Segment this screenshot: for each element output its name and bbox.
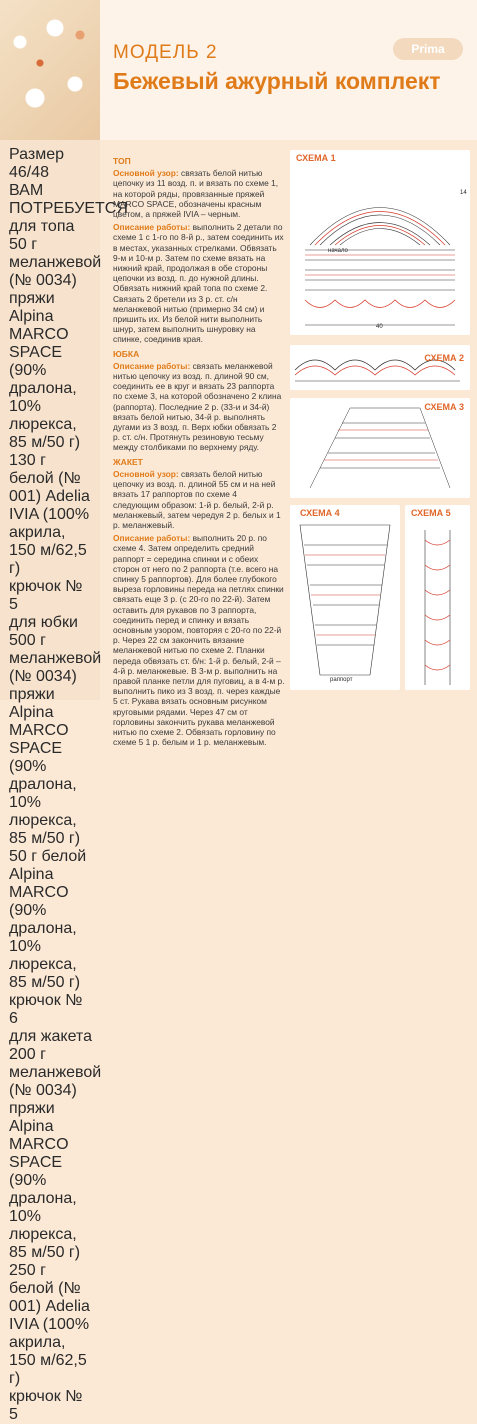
magazine-logo: Prima (393, 38, 463, 60)
size-label: Размер (9, 146, 64, 163)
work-label: Описание работы: (113, 533, 191, 544)
need-label: ВАМ ПОТРЕБУЕТСЯ (9, 182, 128, 217)
scheme-2-drawing (290, 345, 470, 390)
paragraph (113, 222, 285, 344)
skirt-heading: ЮБКА (113, 348, 140, 359)
list-item: 50 г меланжевой (№ 0034) пряжи Alpina MARCO SPACE (90% дралона, 10% люрекса, 85 м/50 г) (9, 236, 102, 451)
scheme-5 (405, 505, 470, 690)
instructions-text (113, 152, 285, 750)
list-item: 50 г белой Alpina MARCO (90% дралона, 10% люрекса, 85 м/50 г) (9, 848, 87, 991)
scheme-3-label: СХЕМА 3 (424, 402, 464, 412)
scheme-1-label: СХЕМА 1 (296, 153, 336, 163)
jacket-label: для жакета (9, 1028, 92, 1045)
paragraph-text: связать меланжевой нитью цепочку из возд. п. длиной 90 см, соединить ее в круг и вязать 23 раппорта по схеме 3, на которой обозначено 2 клина (раппорта). Последние 2 р. (33-и и 34-й) вязать белой нитью, 34-й р. выполнять дугами из 3 возд. п. Верх юбки обвязать 2 р. ст. с/н. Протянуть резиновую тесьму между столбиками по верхнему ряду. (113, 360, 282, 453)
scheme-4 (290, 505, 400, 690)
list-item: 200 г меланжевой (№ 0034) пряжи Alpina MARCO SPACE (90% дралона, 10% люрекса, 85 м/50 г) (9, 1046, 102, 1261)
scheme-5-drawing (405, 505, 470, 690)
work-label: Описание работы: (113, 360, 191, 371)
paragraph (113, 361, 285, 453)
work-label: Описание работы: (113, 222, 191, 233)
list-item: крючок № 5 (9, 578, 83, 613)
list-item: 130 г белой (№ 001) Adelia IVIA (100% акрила, 150 м/62,5 г) (9, 452, 90, 577)
size-value: 46/48 (9, 164, 50, 181)
jacket-heading: ЖАКЕТ (113, 456, 143, 467)
skirt-label: для юбки (9, 614, 78, 631)
page-title: Бежевый ажурный комплект (113, 68, 441, 94)
top-heading: ТОП (113, 156, 131, 166)
height-label: 14 (460, 190, 467, 196)
scheme-4-drawing (290, 505, 400, 690)
scheme-3 (290, 398, 470, 498)
width-label: 40 (376, 324, 383, 330)
start-label: начало (328, 248, 348, 254)
list-item: крючок № 6 (9, 992, 83, 1027)
pattern-label: Основной узор: (113, 168, 179, 179)
list-item: 250 г белой (№ 001) Adelia IVIA (100% акрила, 150 м/62,5 г) (9, 1262, 90, 1387)
scheme-3-drawing (290, 398, 470, 498)
top-label: для топа (9, 218, 75, 235)
scheme-1 (290, 150, 470, 335)
paragraph-text: связать белой нитью цепочку из 11 возд. п. и вязать по схеме 1, на которой ряды, провязанные пряжей MARCO SPACE, обозначены красным цветом, а пряжей IVIA – черным. (113, 168, 279, 220)
scheme-2 (290, 345, 470, 390)
scheme-4-label: СХЕМА 4 (300, 508, 340, 518)
pattern-label: Основной узор: (113, 468, 179, 479)
list-item: крючок № 5 (9, 1388, 83, 1423)
paragraph-text: связать белой нитью цепочку из возд. п. длиной 55 см и на ней вязать 17 раппортов по схеме 4 следующим образом: 1-й р. белый, 2-й р. меланжевый, затем чередуя 2 р. белых и 1 р. меланжевый. (113, 468, 281, 530)
paragraph (113, 168, 285, 219)
paragraph-text: выполнить 2 детали по схеме 1 с 1-го по 8-й р., затем соединить их в местах, указанных стрелками. Обвязать 9-м и 10-м р. Затем по схеме вязать на нижний край, продолжая в обе стороны цепочки из возд. п. до нужной длины. Обвязать нижний край топа по схеме 2. Связать 2 бретели из 3 р. ст. с/н меланжевой нитью (примерно 34 см) и пришить их. Из белой нити выполнить шнур, затем выполнить шнуровку на спинке, соединив края. (113, 222, 284, 345)
photo-yarn (0, 0, 100, 140)
list-item: 500 г меланжевой (№ 0034) пряжи Alpina MARCO SPACE (90% дралона, 10% люрекса, 85 м/50 г) (9, 632, 102, 847)
scheme-1-drawing (290, 150, 470, 335)
rapport-label: раппорт (330, 677, 353, 683)
model-number: МОДЕЛЬ 2 (113, 42, 218, 63)
paragraph-text: выполнить 20 р. по схеме 4. Затем определить средний раппорт = середина спинки и с обеих сторон от него по 2 раппорта (т.е. всего на спинку 5 раппортов). Для более глубокого выреза горловины переда на петлях спинки связать еще 3 р. (с 20-го по 22-й). Затем оставить для рукавов по 3 раппорта, соединить перед и спинку и вязать основным узором, повторяя с 20-го по 22-й р. Через 22 см закончить вязание меланжевой нитью по схеме 2. Планки переда обвязать ст. б/н: 1-й р. белый, 2-й – 4-й р. меланжевые. В 3-м р. выполнить на правой планке петли для пуговиц, а в 4-м р. выполнить пико из 3 возд. п. через каждые 5 ст. Рукава вязать основным рисунком круговыми рядами. Через 47 см от горловины закончить рукава меланжевой нитью по схеме 2. Обвязать горловину по схеме 5 1 р. белым и 1 р. меланжевым. (113, 533, 285, 748)
scheme-2-label: СХЕМА 2 (424, 353, 464, 363)
paragraph (113, 533, 285, 747)
paragraph (113, 469, 285, 530)
scheme-5-label: СХЕМА 5 (411, 508, 451, 518)
